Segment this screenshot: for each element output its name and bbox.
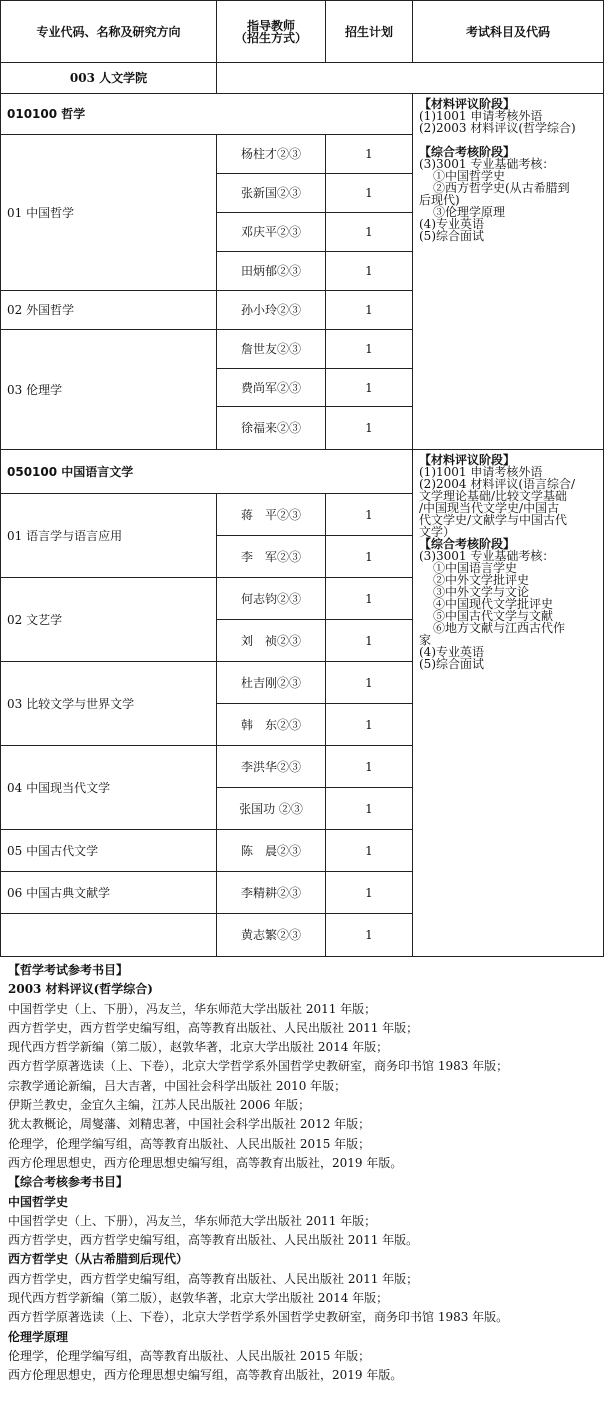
supervisor-name: 李精耕②③: [217, 872, 326, 914]
book-entry: 西方哲学史，西方哲学史编写组，高等教育出版社、人民出版社 2011 年版。: [8, 1233, 419, 1248]
supervisor-name: 孙小玲②③: [217, 291, 326, 330]
exam-subject-line: 家: [419, 633, 432, 647]
supervisor-name: 徐福来②③: [217, 407, 326, 450]
header-plan: 招生计划: [326, 1, 413, 63]
exam-subject-line: (5)综合面试: [419, 657, 484, 671]
exam-subject-line: 【材料评议阶段】: [419, 453, 516, 467]
book-entry: 伦理学，伦理学编写组，高等教育出版社、人民出版社 2015 年版；: [8, 1348, 371, 1363]
supervisor-name: 杜吉刚②③: [217, 662, 326, 704]
enrollment-plan: 1: [326, 407, 413, 450]
supervisor-name: 张国功 ②③: [217, 788, 326, 830]
enrollment-plan: 1: [326, 620, 413, 662]
supervisor-name: 田炳郁②③: [217, 252, 326, 291]
supervisor-name: 詹世友②③: [217, 330, 326, 369]
supervisor-name: 邓庆平②③: [217, 213, 326, 252]
exam-subject-line: ⑤中国古代文学与文献: [433, 609, 554, 623]
enrollment-plan: 1: [326, 704, 413, 746]
book-entry: 西方哲学史，西方哲学史编写组，高等教育出版社、人民出版社 2011 年版；: [8, 1271, 419, 1286]
enrollment-plan: 1: [326, 788, 413, 830]
header-supervisor-line2: （招生方式）: [234, 30, 307, 45]
book-entry: 中国哲学史（上、下册），冯友兰，华东师范大学出版社 2011 年版；: [8, 1213, 377, 1228]
exam-subject-line: ②中外文学批评史: [433, 573, 530, 587]
enrollment-plan: 1: [326, 536, 413, 578]
book-heading: 【哲学考试参考书目】: [8, 963, 129, 977]
book-heading: 伦理学原理: [8, 1329, 69, 1344]
direction-name: 06 中国古典文献学: [1, 872, 217, 914]
enrollment-plan: 1: [326, 746, 413, 788]
major-title: 010100 哲学: [1, 94, 413, 135]
exam-subject-line: 【材料评议阶段】: [419, 97, 516, 111]
supervisor-name: 刘 祯②③: [217, 620, 326, 662]
exam-subject-line: ③中外文学与文论: [433, 585, 530, 599]
supervisor-name: 费尚军②③: [217, 369, 326, 407]
exam-subject-line: (2)2003 材料评议(哲学综合): [419, 121, 576, 135]
major-title-row: [1, 450, 604, 494]
exam-subject-line: (3)3001 专业基础考核：: [419, 157, 555, 171]
supervisor-name: 韩 东②③: [217, 704, 326, 746]
exam-subject-line: 代文学史/文献学与中国古代: [419, 513, 568, 527]
direction-name: 04 中国现当代文学: [1, 746, 217, 830]
book-heading: 2003 材料评议(哲学综合): [8, 982, 153, 997]
exam-subject-line: ①中国语言学史: [433, 561, 518, 575]
exam-subject-line: (2)2004 材料评议(语言综合/: [419, 477, 576, 491]
exam-subject-line: ③伦理学原理: [433, 205, 506, 219]
enrollment-plan: 1: [326, 252, 413, 291]
enrollment-plan: 1: [326, 369, 413, 407]
enrollment-plan: 1: [326, 830, 413, 872]
book-entry: 犹太教概论，周燮藩、刘精忠著，中国社会科学出版社 2012 年版；: [8, 1117, 371, 1132]
exam-subject-line: (5)综合面试: [419, 229, 484, 243]
enrollment-plan: 1: [326, 174, 413, 213]
exam-subject-line: 文学理论基础/比较文学基础: [419, 489, 568, 503]
college-name: 003 人文学院: [1, 63, 217, 94]
exam-subject-line: (4)专业英语: [419, 217, 484, 231]
supervisor-name: 李 军②③: [217, 536, 326, 578]
book-entry: 西方哲学原著选读（上、下卷），北京大学哲学系外国哲学史教研室，商务印书馆 1983 年版。: [8, 1310, 509, 1325]
supervisor-name: 何志钧②③: [217, 578, 326, 620]
direction-name: 02 外国哲学: [1, 291, 217, 330]
exam-subject-line: ①中国哲学史: [433, 169, 506, 183]
supervisor-name: 黄志繁②③: [217, 914, 326, 957]
enrollment-plan: 1: [326, 494, 413, 536]
direction-name: 05 中国古代文学: [1, 830, 217, 872]
direction-name: 01 中国哲学: [1, 135, 217, 291]
college-row: [1, 63, 604, 94]
major-title: 050100 中国语言文学: [1, 450, 413, 494]
header-subjects: 考试科目及代码: [413, 1, 604, 63]
exam-subject-line: 文学）: [419, 525, 456, 539]
college-empty-cell: [217, 63, 604, 94]
header-supervisor: [217, 1, 326, 63]
enrollment-plan: 1: [326, 135, 413, 174]
direction-name: 03 比较文学与世界文学: [1, 662, 217, 746]
enrollment-plan: 1: [326, 213, 413, 252]
exam-subject-line: 【综合考核阶段】: [419, 145, 516, 159]
exam-subject-line: (1)1001 申请考核外语: [419, 109, 543, 123]
enrollment-plan: 1: [326, 872, 413, 914]
direction-name: 01 语言学与语言应用: [1, 494, 217, 578]
book-entry: 西方伦理思想史，西方伦理思想史编写组，高等教育出版社，2019 年版。: [8, 1155, 403, 1170]
enrollment-plan: 1: [326, 914, 413, 957]
book-entry: 现代西方哲学新编（第二版），赵敦华著，北京大学出版社 2014 年版；: [8, 1291, 389, 1306]
exam-subject-line: (1)1001 申请考核外语: [419, 465, 543, 479]
book-entry: 伦理学，伦理学编写组，高等教育出版社、人民出版社 2015 年版；: [8, 1136, 371, 1151]
book-entry: 西方伦理思想史，西方伦理思想史编写组，高等教育出版社，2019 年版。: [8, 1368, 403, 1383]
book-entry: 西方哲学史，西方哲学史编写组，高等教育出版社、人民出版社 2011 年版；: [8, 1020, 419, 1035]
supervisor-name: 张新国②③: [217, 174, 326, 213]
enrollment-plan: 1: [326, 291, 413, 330]
exam-subject-line: 后现代): [419, 193, 460, 207]
book-heading: 西方哲学史（从古希腊到后现代）: [8, 1252, 189, 1267]
header-row: [1, 1, 604, 63]
book-entry: 伊斯兰教史，金宜久主编，江苏人民出版社 2006 年版；: [8, 1098, 311, 1113]
enrollment-plan: 1: [326, 662, 413, 704]
major-title-row: [1, 94, 604, 135]
exam-subject-line: ④中国现代文学批评史: [433, 597, 554, 611]
supervisor-name: 杨柱才②③: [217, 135, 326, 174]
direction-name: 02 文艺学: [1, 578, 217, 662]
enrollment-plan: 1: [326, 578, 413, 620]
direction-name: [1, 914, 217, 957]
enrollment-plan: 1: [326, 330, 413, 369]
book-entry: 现代西方哲学新编（第二版），赵敦华著，北京大学出版社 2014 年版；: [8, 1040, 389, 1055]
reference-books: [0, 957, 604, 1386]
exam-subject-line: 【综合考核阶段】: [419, 537, 516, 551]
header-direction: 专业代码、名称及研究方向: [1, 1, 217, 63]
exam-subject-line: ②西方哲学史(从古希腊到: [433, 181, 570, 195]
book-heading: 中国哲学史: [8, 1194, 69, 1209]
exam-subjects: [413, 94, 604, 450]
exam-subject-line: (3)3001 专业基础考核：: [419, 549, 555, 563]
book-entry: 中国哲学史（上、下册），冯友兰，华东师范大学出版社 2011 年版；: [8, 1001, 377, 1016]
supervisor-name: 李洪华②③: [217, 746, 326, 788]
direction-name: 03 伦理学: [1, 330, 217, 450]
book-entry: 西方哲学原著选读（上、下卷），北京大学哲学系外国哲学史教研室，商务印书馆 1983 年版；: [8, 1059, 509, 1074]
supervisor-name: 蒋 平②③: [217, 494, 326, 536]
book-entry: 宗教学通论新编，吕大吉著，中国社会科学出版社 2010 年版；: [8, 1078, 347, 1093]
book-heading: 【综合考核参考书目】: [8, 1175, 129, 1190]
exam-subject-line: ⑥地方文献与江西古代作: [433, 621, 566, 635]
header-supervisor-line1: 指导教师: [246, 18, 295, 33]
exam-subject-line: /中国现当代文学史/中国古: [419, 501, 560, 515]
exam-subjects: [413, 450, 604, 957]
exam-subject-line: (4)专业英语: [419, 645, 484, 659]
supervisor-name: 陈 晨②③: [217, 830, 326, 872]
